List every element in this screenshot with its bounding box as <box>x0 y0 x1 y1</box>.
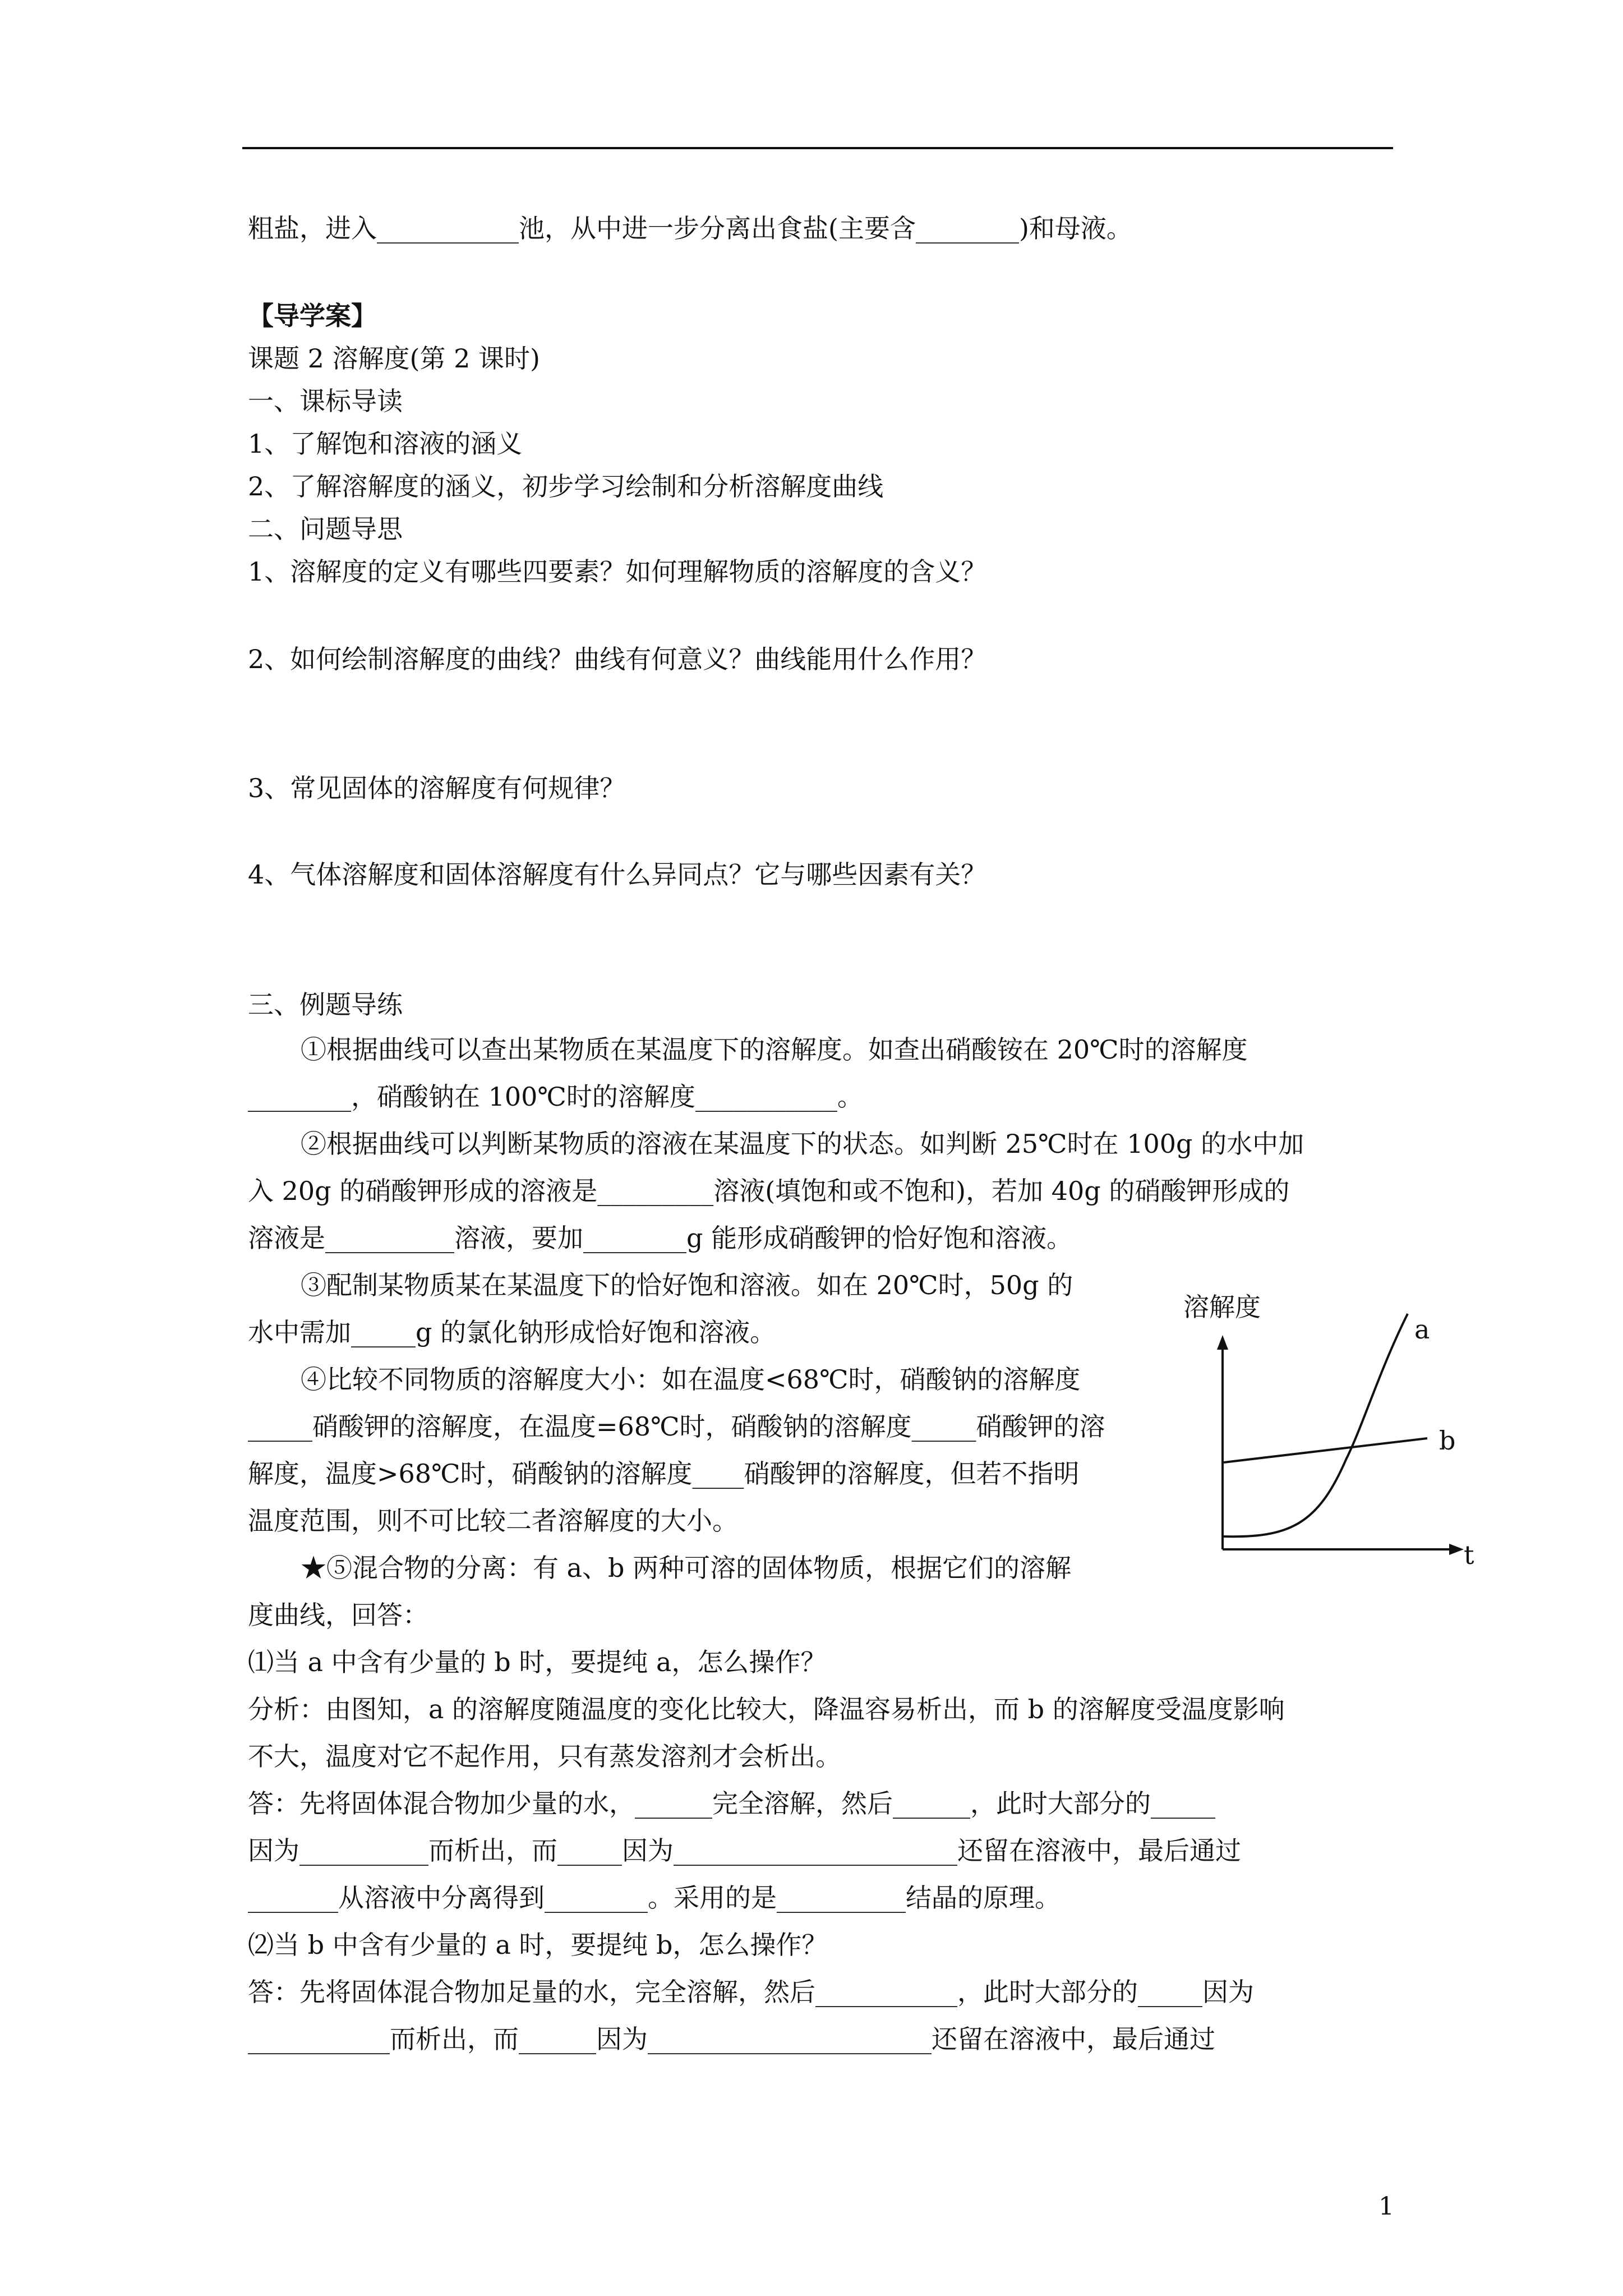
lesson-title: 课题 2 溶解度(第 2 课时) <box>248 343 540 374</box>
text-line: 粗盐，进入___________池，从中进一步分离出食盐(主要含________)和母液。 <box>248 213 1132 243</box>
question: 4、气体溶解度和固体溶解度有什么异同点？它与哪些因素有关？ <box>248 859 987 890</box>
section-heading: 三、例题导练 <box>248 990 403 1020</box>
text-line: 溶液是__________溶液，要加________g 能形成硝酸钾的恰好饱和溶液。 <box>248 1223 1073 1253</box>
question: 3、常见固体的溶解度有何规律？ <box>248 773 626 803</box>
section-heading: 【导学案】 <box>248 301 377 331</box>
curve-b <box>1224 1438 1427 1462</box>
text-line: 答：先将固体混合物加足量的水，完全溶解，然后___________，此时大部分的_____因为 <box>248 1977 1254 2007</box>
text-line: 度曲线，回答： <box>248 1600 428 1630</box>
text-line: ★⑤混合物的分离：有 a、b 两种可溶的固体物质，根据它们的溶解 <box>301 1553 1072 1583</box>
curve-a-label: a <box>1414 1314 1430 1345</box>
text-line: ②根据曲线可以判断某物质的溶液在某温度下的状态。如判断 25℃时在 100g 的水中加 <box>301 1129 1304 1159</box>
solubility-curve-figure <box>1178 1291 1492 1583</box>
text-line: ①根据曲线可以查出某物质在某温度下的溶解度。如查出硝酸铵在 20℃时的溶解度 <box>301 1034 1248 1065</box>
question: ⑴当 a 中含有少量的 b 时，要提纯 a，怎么操作？ <box>248 1647 827 1677</box>
text-line: _____硝酸钾的溶解度，在温度=68℃时，硝酸钠的溶解度_____硝酸钾的溶 <box>248 1411 1105 1442</box>
x-axis-label: t <box>1464 1540 1474 1570</box>
text-line: 因为__________而析出，而_____因为______________________还留在溶液中，最后通过 <box>248 1835 1241 1866</box>
page-number: 1 <box>1378 2192 1394 2221</box>
section-heading: 一、课标导读 <box>248 386 403 416</box>
text-line: _______从溶液中分离得到________。采用的是__________结晶的原理。 <box>248 1883 1061 1913</box>
text-line: ④比较不同物质的溶解度大小：如在温度<68℃时，硝酸钠的溶解度 <box>301 1364 1081 1395</box>
curve-b-label: b <box>1439 1425 1456 1456</box>
text-line: 答：先将固体混合物加少量的水，______完全溶解，然后______，此时大部分的_____ <box>248 1788 1215 1819</box>
question: 2、如何绘制溶解度的曲线？曲线有何意义？曲线能用什么作用？ <box>248 644 987 674</box>
list-item: 1、了解饱和溶液的涵义 <box>248 429 523 459</box>
text-line: 入 20g 的硝酸钾形成的溶液是_________溶液(填饱和或不饱和)，若加 40g 的硝酸钾形成的 <box>248 1176 1290 1206</box>
section-heading: 二、问题导思 <box>248 514 403 544</box>
list-item: 2、了解溶解度的涵义，初步学习绘制和分析溶解度曲线 <box>248 471 884 501</box>
text-line: 水中需加_____g 的氯化钠形成恰好饱和溶液。 <box>248 1317 776 1347</box>
text-line: 不大，温度对它不起作用，只有蒸发溶剂才会析出。 <box>248 1741 841 1772</box>
question: ⑵当 b 中含有少量的 a 时，要提纯 b，怎么操作？ <box>248 1930 828 1960</box>
text-line: 分析：由图知，a 的溶解度随温度的变化比较大，降温容易析出，而 b 的溶解度受温度影响 <box>248 1694 1285 1724</box>
x-axis-arrow <box>1449 1544 1464 1555</box>
y-axis-arrow <box>1217 1335 1228 1350</box>
text-line: 温度范围，则不可比较二者溶解度的大小。 <box>248 1506 738 1536</box>
text-line: 解度，温度>68℃时，硝酸钠的溶解度____硝酸钾的溶解度，但若不指明 <box>248 1458 1080 1489</box>
text-line: ________，硝酸钠在 100℃时的溶解度___________。 <box>248 1082 863 1112</box>
curve-a <box>1224 1314 1408 1536</box>
text-line: ___________而析出，而______因为______________________还留在溶液中，最后通过 <box>248 2024 1215 2054</box>
question: 1、溶解度的定义有哪些四要素？如何理解物质的溶解度的含义？ <box>248 556 987 587</box>
header-rule <box>242 147 1393 149</box>
y-axis-label: 溶解度 <box>1183 1292 1261 1322</box>
text-line: ③配制某物质某在某温度下的恰好饱和溶液。如在 20℃时，50g 的 <box>301 1270 1073 1300</box>
